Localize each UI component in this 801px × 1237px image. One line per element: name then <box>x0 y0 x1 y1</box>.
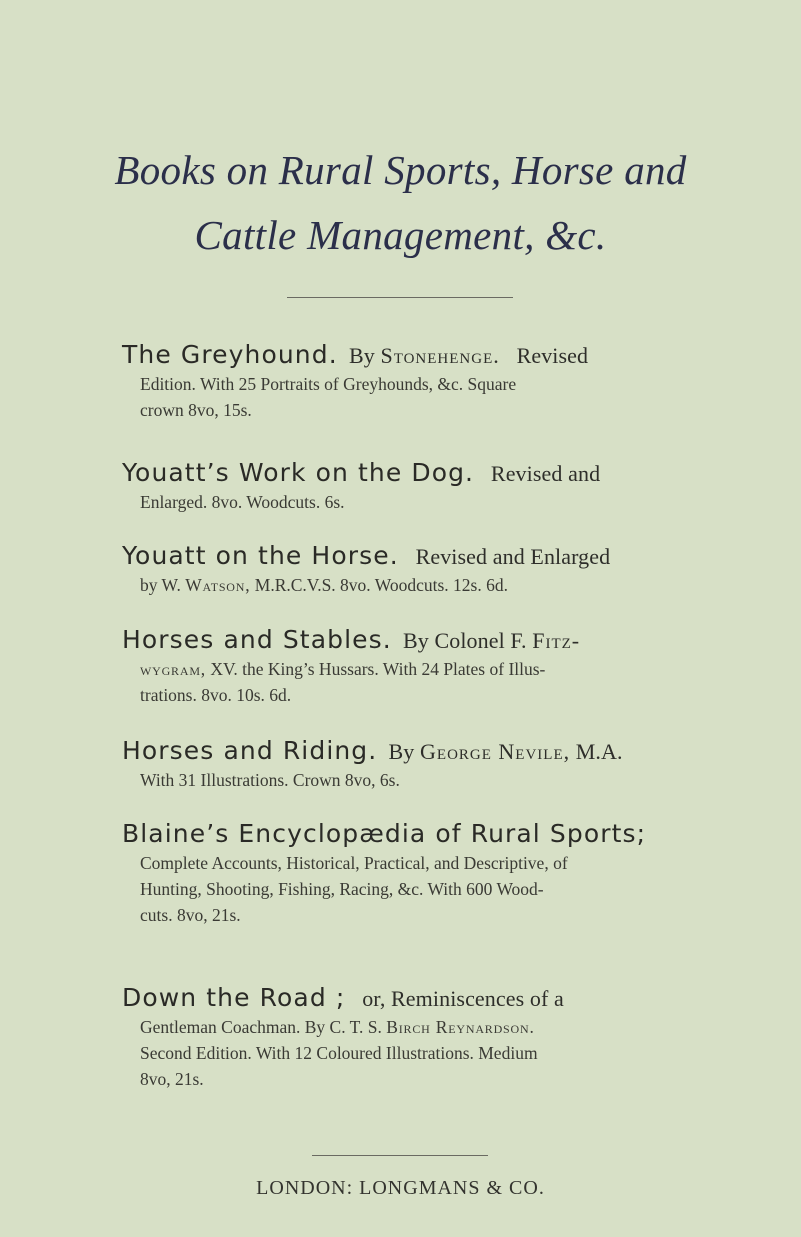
book-title-line <box>122 982 772 1014</box>
book-title-line <box>122 624 772 656</box>
book-author: Fitz- <box>532 628 581 653</box>
book-description-line: cuts. 8vo, 21s. <box>140 905 241 925</box>
book-author: Birch Reynardson. <box>386 1017 535 1037</box>
title-continuation: Revised and Enlarged <box>415 544 611 569</box>
book-entry-greyhound <box>122 339 772 423</box>
book-title-line <box>122 540 772 572</box>
book-details: XV. the King’s Hussars. With 24 Plates of Illus- <box>210 659 546 679</box>
book-entry-youatt-dog <box>122 457 772 515</box>
title-continuation: or, Reminiscences of a <box>362 986 564 1011</box>
page-heading-line-1: Books on Rural Sports, Horse and <box>114 147 687 193</box>
book-entry-down-the-road <box>122 982 772 1092</box>
book-description-line: Edition. With 25 Portraits of Greyhounds, &c. Square <box>140 374 517 394</box>
book-author: George Nevile, <box>420 739 571 764</box>
book-description-line <box>122 1014 772 1040</box>
book-description-line: crown 8vo, 15s. <box>140 400 252 420</box>
book-entry-horses-riding <box>122 735 772 793</box>
book-title: Horses and Riding. <box>122 736 378 765</box>
book-description-line: trations. 8vo. 10s. 6d. <box>140 685 292 705</box>
book-description-line <box>122 656 772 682</box>
book-title-line <box>122 818 772 850</box>
book-title: Youatt on the Horse. <box>122 541 399 570</box>
book-description-line: 8vo, 21s. <box>140 1069 204 1089</box>
book-title: Down the Road ; <box>122 983 346 1012</box>
by-label: By Colonel F. <box>403 628 527 653</box>
title-continuation: M.A. <box>575 739 623 764</box>
bottom-divider <box>312 1155 488 1156</box>
book-author-continued: wygram, <box>140 659 206 679</box>
book-title: The Greyhound. <box>122 340 338 369</box>
top-divider <box>287 297 513 298</box>
book-title-line <box>122 735 772 767</box>
book-details: Gentleman Coachman. By C. T. S. <box>140 1017 382 1037</box>
book-entry-youatt-horse <box>122 540 772 598</box>
book-title: Youatt’s Work on the Dog. <box>122 458 475 487</box>
book-title: Horses and Stables. <box>122 625 392 654</box>
book-title-line <box>122 457 772 489</box>
book-description-line: With 31 Illustrations. Crown 8vo, 6s. <box>140 770 400 790</box>
book-author: Stonehenge. <box>380 343 500 368</box>
by-text: by W. <box>140 575 181 595</box>
book-description-line: Enlarged. 8vo. Woodcuts. 6s. <box>140 492 345 512</box>
title-continuation: Revised <box>516 343 589 368</box>
book-description-line: Second Edition. With 12 Coloured Illustrations. Medium <box>140 1043 538 1063</box>
by-label: By <box>388 739 415 764</box>
book-entry-horses-stables <box>122 624 772 708</box>
by-label: By <box>348 343 375 368</box>
book-details: M.R.C.V.S. 8vo. Woodcuts. 12s. 6d. <box>254 575 508 595</box>
book-title-line <box>122 339 772 371</box>
book-description-line: Complete Accounts, Historical, Practical, and Descriptive, of <box>140 853 568 873</box>
page-heading-line-2: Cattle Management, &c. <box>194 212 607 258</box>
book-author: Watson, <box>185 575 251 595</box>
publisher-imprint: LONDON: LONGMANS & CO. <box>256 1177 545 1199</box>
book-title: Blaine’s Encyclopædia of Rural Sports; <box>122 819 647 848</box>
book-entry-blaine <box>122 818 772 928</box>
book-description-line: Hunting, Shooting, Fishing, Racing, &c. With 600 Wood- <box>140 879 544 899</box>
title-continuation: Revised and <box>490 461 601 486</box>
book-description-line <box>122 572 772 598</box>
